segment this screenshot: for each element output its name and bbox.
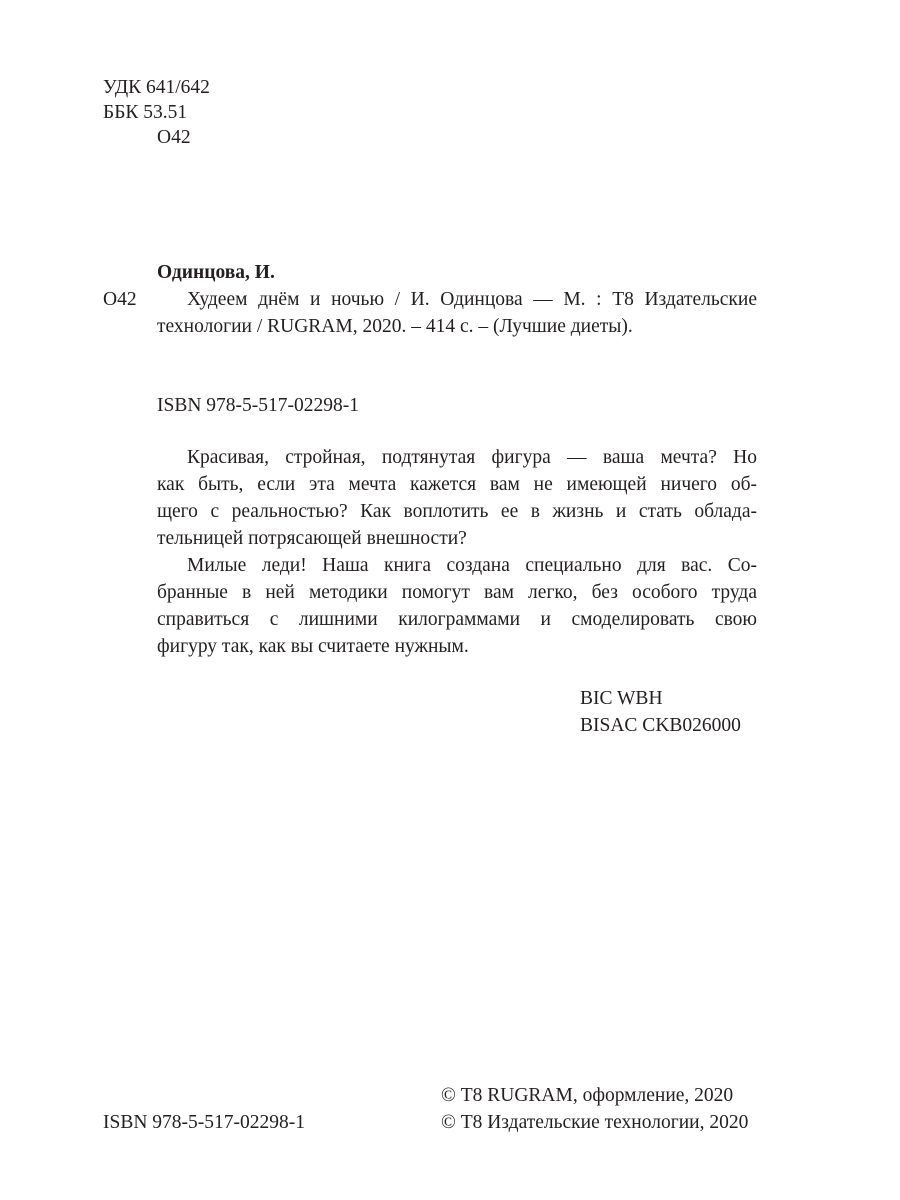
annotation-line: щего с реальностью? Как воплотить ее в жизнь и стать облада- (157, 501, 757, 522)
author-mark: О42 (157, 127, 191, 148)
isbn-main: ISBN 978-5-517-02298-1 (157, 395, 360, 416)
annotation-line: Красивая, стройная, подтянутая фигура — ваша мечта? Но (187, 447, 757, 468)
bibliographic-line-1: Худеем днём и ночью / И. Одинцова — М. : Т8 Издательские (187, 289, 757, 310)
annotation-line: бранные в ней методики помогут вам легко, без особого труда (157, 582, 757, 603)
annotation-line: тельницей потрясающей внешности? (157, 528, 467, 549)
bbk-code: ББК 53.51 (103, 102, 188, 123)
author-mark-side: О42 (103, 289, 137, 310)
annotation-line: как быть, если эта мечта кажется вам не имеющей ничего об- (157, 474, 757, 495)
annotation-line: фигуру так, как вы считаете нужным. (157, 636, 469, 657)
isbn-footer: ISBN 978-5-517-02298-1 (103, 1112, 306, 1133)
annotation-line: справиться с лишними килограммами и смоделировать свою (157, 609, 757, 630)
bibliographic-line-2: технологии / RUGRAM, 2020. – 414 с. – (Лучшие диеты). (157, 316, 633, 337)
author-name: Одинцова, И. (157, 262, 275, 283)
copyright-design: © Т8 RUGRAM, оформление, 2020 (441, 1085, 734, 1106)
copyright-publisher: © Т8 Издательские технологии, 2020 (441, 1112, 749, 1133)
bisac-code: BISAC CKB026000 (580, 715, 741, 736)
udk-code: УДК 641/642 (103, 77, 210, 98)
bic-code: BIC WBH (580, 688, 663, 709)
annotation-line: Милые леди! Наша книга создана специально для вас. Со- (187, 555, 757, 576)
